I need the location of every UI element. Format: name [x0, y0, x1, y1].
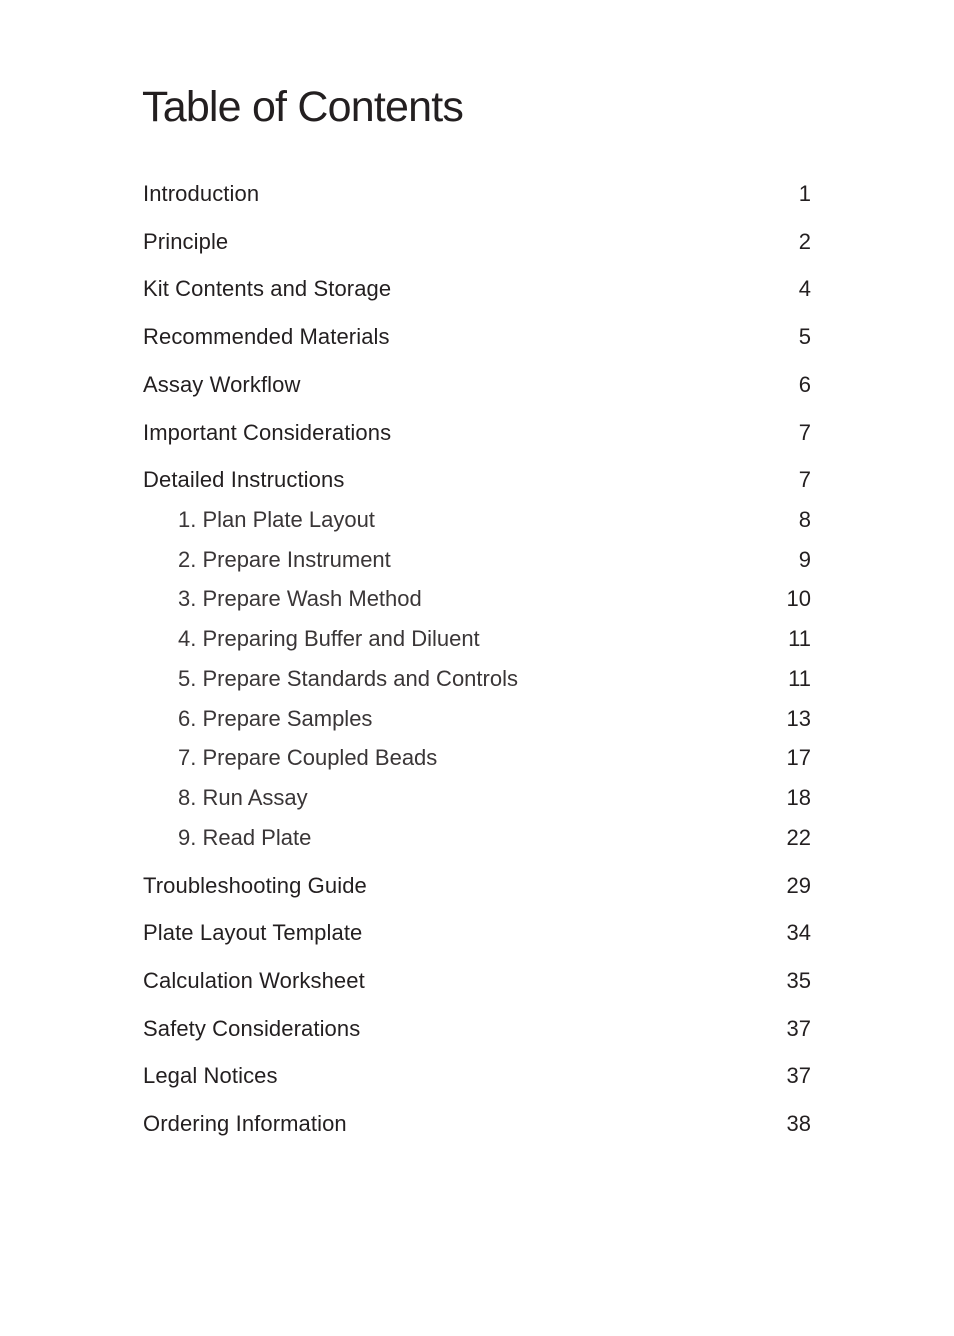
toc-entry-label: Principle: [143, 229, 229, 254]
toc-entry-page-number: 4: [798, 276, 811, 301]
toc-entry-recommended-materials[interactable]: [143, 322, 811, 352]
toc-entry-label: Kit Contents and Storage: [143, 276, 392, 301]
toc-entry-ordering-information[interactable]: [143, 1109, 811, 1139]
toc-entry-label: Detailed Instructions: [143, 467, 345, 492]
toc-entry-page-number: 2: [798, 229, 811, 254]
toc-entry-plate-layout-template[interactable]: [143, 918, 811, 948]
toc-entry-page-number: 9: [798, 547, 811, 572]
toc-subentry-prepare-standards-and-controls[interactable]: [178, 664, 811, 694]
toc-entry-page-number: 1: [798, 181, 811, 206]
toc-entry-page-number: 35: [786, 968, 811, 993]
toc-entry-page-number: 13: [786, 706, 811, 731]
toc-entry-label: 8. Run Assay: [178, 785, 308, 810]
toc-entry-label: 2. Prepare Instrument: [178, 547, 391, 572]
page-title: Table of Contents: [142, 83, 464, 131]
toc-entry-page-number: 38: [786, 1111, 811, 1136]
toc-entry-label: 1. Plan Plate Layout: [178, 507, 375, 532]
toc-entry-label: Important Considerations: [143, 420, 392, 445]
toc-entry-page-number: 7: [798, 420, 811, 445]
toc-entry-kit-contents-and-storage[interactable]: [143, 274, 811, 304]
toc-entry-introduction[interactable]: [143, 179, 811, 209]
toc-subentry-run-assay[interactable]: [178, 783, 811, 813]
toc-entry-label: 3. Prepare Wash Method: [178, 586, 422, 611]
toc-entry-label: 7. Prepare Coupled Beads: [178, 745, 438, 770]
toc-entry-page-number: 37: [786, 1016, 811, 1041]
toc-entry-page-number: 11: [788, 666, 811, 691]
toc-entry-label: Recommended Materials: [143, 324, 390, 349]
toc-entry-safety-considerations[interactable]: [143, 1014, 811, 1044]
toc-entry-page-number: 17: [786, 745, 811, 770]
toc-entry-legal-notices[interactable]: [143, 1061, 811, 1091]
toc-entry-detailed-instructions[interactable]: [143, 465, 811, 495]
toc-entry-page-number: 10: [786, 586, 811, 611]
toc-entry-important-considerations[interactable]: [143, 418, 811, 448]
toc-entry-troubleshooting-guide[interactable]: [143, 871, 811, 901]
toc-entry-label: Plate Layout Template: [143, 920, 363, 945]
toc-entry-page-number: 7: [798, 467, 811, 492]
toc-entry-page-number: 29: [786, 873, 811, 898]
toc-entry-page-number: 22: [786, 825, 811, 850]
toc-entry-page-number: 6: [798, 372, 811, 397]
toc-subentry-prepare-wash-method[interactable]: [178, 584, 811, 614]
toc-subentry-prepare-coupled-beads[interactable]: [178, 743, 811, 773]
toc-entry-label: 6. Prepare Samples: [178, 706, 373, 731]
toc-entry-calculation-worksheet[interactable]: [143, 966, 811, 996]
toc-entry-label: 9. Read Plate: [178, 825, 312, 850]
toc-entry-label: 5. Prepare Standards and Controls: [178, 666, 518, 691]
toc-entry-label: Safety Considerations: [143, 1016, 361, 1041]
toc-entry-principle[interactable]: [143, 227, 811, 257]
toc-subentry-prepare-instrument[interactable]: [178, 545, 811, 575]
toc-subentry-plan-plate-layout[interactable]: [178, 505, 811, 535]
toc-subentry-prepare-samples[interactable]: [178, 704, 811, 734]
toc-entry-label: Troubleshooting Guide: [143, 873, 367, 898]
toc-entry-page-number: 5: [798, 324, 811, 349]
toc-entry-page-number: 18: [786, 785, 811, 810]
toc-entry-page-number: 34: [786, 920, 811, 945]
toc-entry-label: Calculation Worksheet: [143, 968, 365, 993]
toc-entry-label: 4. Preparing Buffer and Diluent: [178, 626, 480, 651]
toc-entry-label: Ordering Information: [143, 1111, 347, 1136]
toc-entry-page-number: 11: [788, 626, 811, 651]
toc-entry-label: Assay Workflow: [143, 372, 301, 397]
toc-entry-label: Introduction: [143, 181, 260, 206]
toc-entry-label: Legal Notices: [143, 1063, 278, 1088]
toc-entry-page-number: 8: [798, 507, 811, 532]
toc-subentry-read-plate[interactable]: [178, 823, 811, 853]
toc-entry-page-number: 37: [786, 1063, 811, 1088]
toc-entry-assay-workflow[interactable]: [143, 370, 811, 400]
toc-subentry-preparing-buffer-and-diluent[interactable]: [178, 624, 811, 654]
